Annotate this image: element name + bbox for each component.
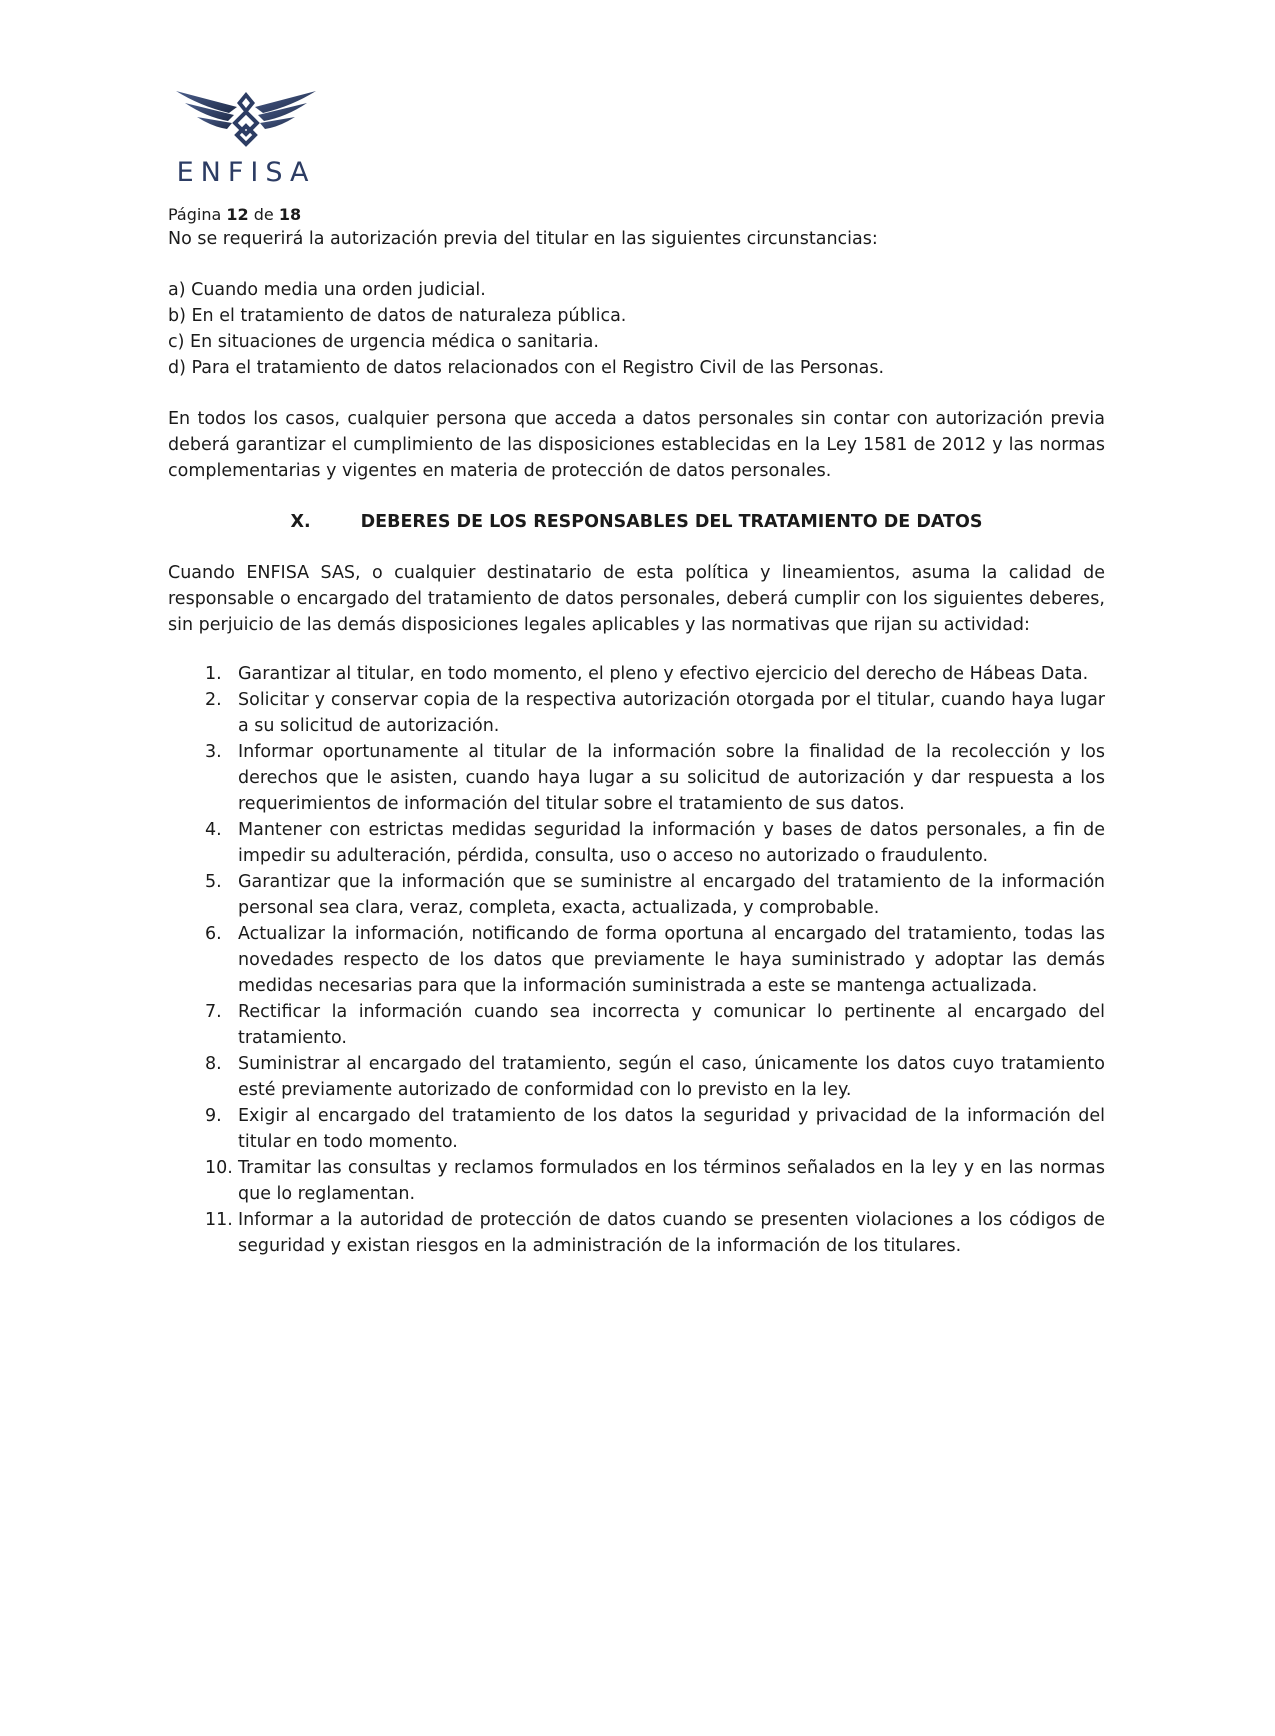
duty-item (168, 869, 1105, 921)
circumstance-item: a) Cuando media una orden judicial. (168, 280, 486, 300)
duty-text: Rectificar la información cuando sea incorrecta y comunicar lo pertinente al encargado del tratamiento. (238, 1002, 1105, 1048)
duty-text: Actualizar la información, notificando de forma oportuna al encargado del tratamiento, todas las novedades respecto de los datos que previamente le haya suministrado y adoptar las demás medidas necesarias para que la información suministrada a este se mantenga actualizada. (238, 924, 1105, 996)
duty-text: Garantizar al titular, en todo momento, el pleno y efectivo ejercicio del derecho de Hábeas Data. (238, 664, 1089, 684)
circumstance-item: d) Para el tratamiento de datos relacionados con el Registro Civil de las Personas. (168, 358, 885, 378)
enfisa-wings-icon (168, 86, 324, 190)
section-number: X. (290, 512, 311, 532)
duty-number: 4. (205, 820, 222, 840)
duty-text: Suministrar al encargado del tratamiento, según el caso, únicamente los datos cuyo tratamiento esté previamente autorizado de conformidad con lo previsto en la ley. (238, 1054, 1105, 1100)
duty-text: Tramitar las consultas y reclamos formulados en los términos señalados en la ley y en las normas que lo reglamentan. (238, 1158, 1105, 1204)
duty-number: 8. (205, 1054, 222, 1074)
duty-item (168, 1103, 1105, 1155)
circumstance-item: c) En situaciones de urgencia médica o sanitaria. (168, 332, 599, 352)
duty-item (168, 687, 1105, 739)
duty-number: 7. (205, 1002, 222, 1022)
duty-text: Exigir al encargado del tratamiento de los datos la seguridad y privacidad de la información del titular en todo momento. (238, 1106, 1105, 1152)
duty-text: Informar oportunamente al titular de la información sobre la finalidad de la recolección y los derechos que le asisten, cuando haya lugar a su solicitud de autorización y dar respuesta a los requerimientos de información del titular sobre el tratamiento de sus datos. (238, 742, 1105, 814)
page-number-line (168, 204, 1105, 226)
section-title: DEBERES DE LOS RESPONSABLES DEL TRATAMIENTO DE DATOS (360, 512, 983, 532)
page-current: 12 (226, 205, 249, 224)
duty-item (168, 817, 1105, 869)
duty-item (168, 1155, 1105, 1207)
circumstances-list (168, 277, 1105, 381)
document-page (0, 86, 1275, 1736)
page-of-label: de (253, 205, 274, 224)
duty-item (168, 999, 1105, 1051)
duty-item (168, 921, 1105, 999)
duty-number: 6. (205, 924, 222, 944)
section-heading (168, 509, 1105, 535)
duty-number: 10. (205, 1158, 233, 1178)
intro-line: No se requerirá la autorización previa del titular en las siguientes circunstancias: (168, 229, 878, 249)
duties-list (168, 661, 1105, 1259)
duty-text: Informar a la autoridad de protección de datos cuando se presenten violaciones a los códigos de seguridad y existan riesgos en la administración de la información de los titulares. (238, 1210, 1105, 1256)
duty-number: 3. (205, 742, 222, 762)
duty-item (168, 661, 1105, 687)
duty-text: Solicitar y conservar copia de la respectiva autorización otorgada por el titular, cuando haya lugar a su solicitud de autorización. (238, 690, 1105, 736)
duty-number: 9. (205, 1106, 222, 1126)
duty-item (168, 1051, 1105, 1103)
duty-number: 11. (205, 1210, 233, 1230)
duty-number: 1. (205, 664, 222, 684)
duty-item (168, 1207, 1105, 1259)
duty-text: Garantizar que la información que se suministre al encargado del tratamiento de la información personal sea clara, veraz, completa, exacta, actualizada, y comprobable. (238, 872, 1105, 918)
logo-wordmark: ENFISA (176, 157, 316, 188)
duty-item (168, 739, 1105, 817)
duty-number: 5. (205, 872, 222, 892)
page-total: 18 (278, 205, 302, 224)
page-label: Página (168, 205, 222, 224)
paragraph-all-cases: En todos los casos, cualquier persona que acceda a datos personales sin contar con autorización previa deberá garantizar el cumplimiento de las disposiciones establecidas en la Ley 1581 de 2012 y las normas complementarias y vigentes en materia de protección de datos personales. (168, 409, 1105, 481)
duty-number: 2. (205, 690, 222, 710)
enfisa-logo (168, 86, 324, 190)
paragraph-duties-intro: Cuando ENFISA SAS, o cualquier destinatario de esta política y lineamientos, asuma la calidad de responsable o encargado del tratamiento de datos personales, deberá cumplir con los siguientes deberes, sin perjuicio de las demás disposiciones legales aplicables y las normativas que rijan su actividad: (168, 563, 1105, 635)
circumstance-item: b) En el tratamiento de datos de naturaleza pública. (168, 306, 627, 326)
duty-text: Mantener con estrictas medidas seguridad la información y bases de datos personales, a fin de impedir su adulteración, pérdida, consulta, uso o acceso no autorizado o fraudulento. (238, 820, 1105, 866)
